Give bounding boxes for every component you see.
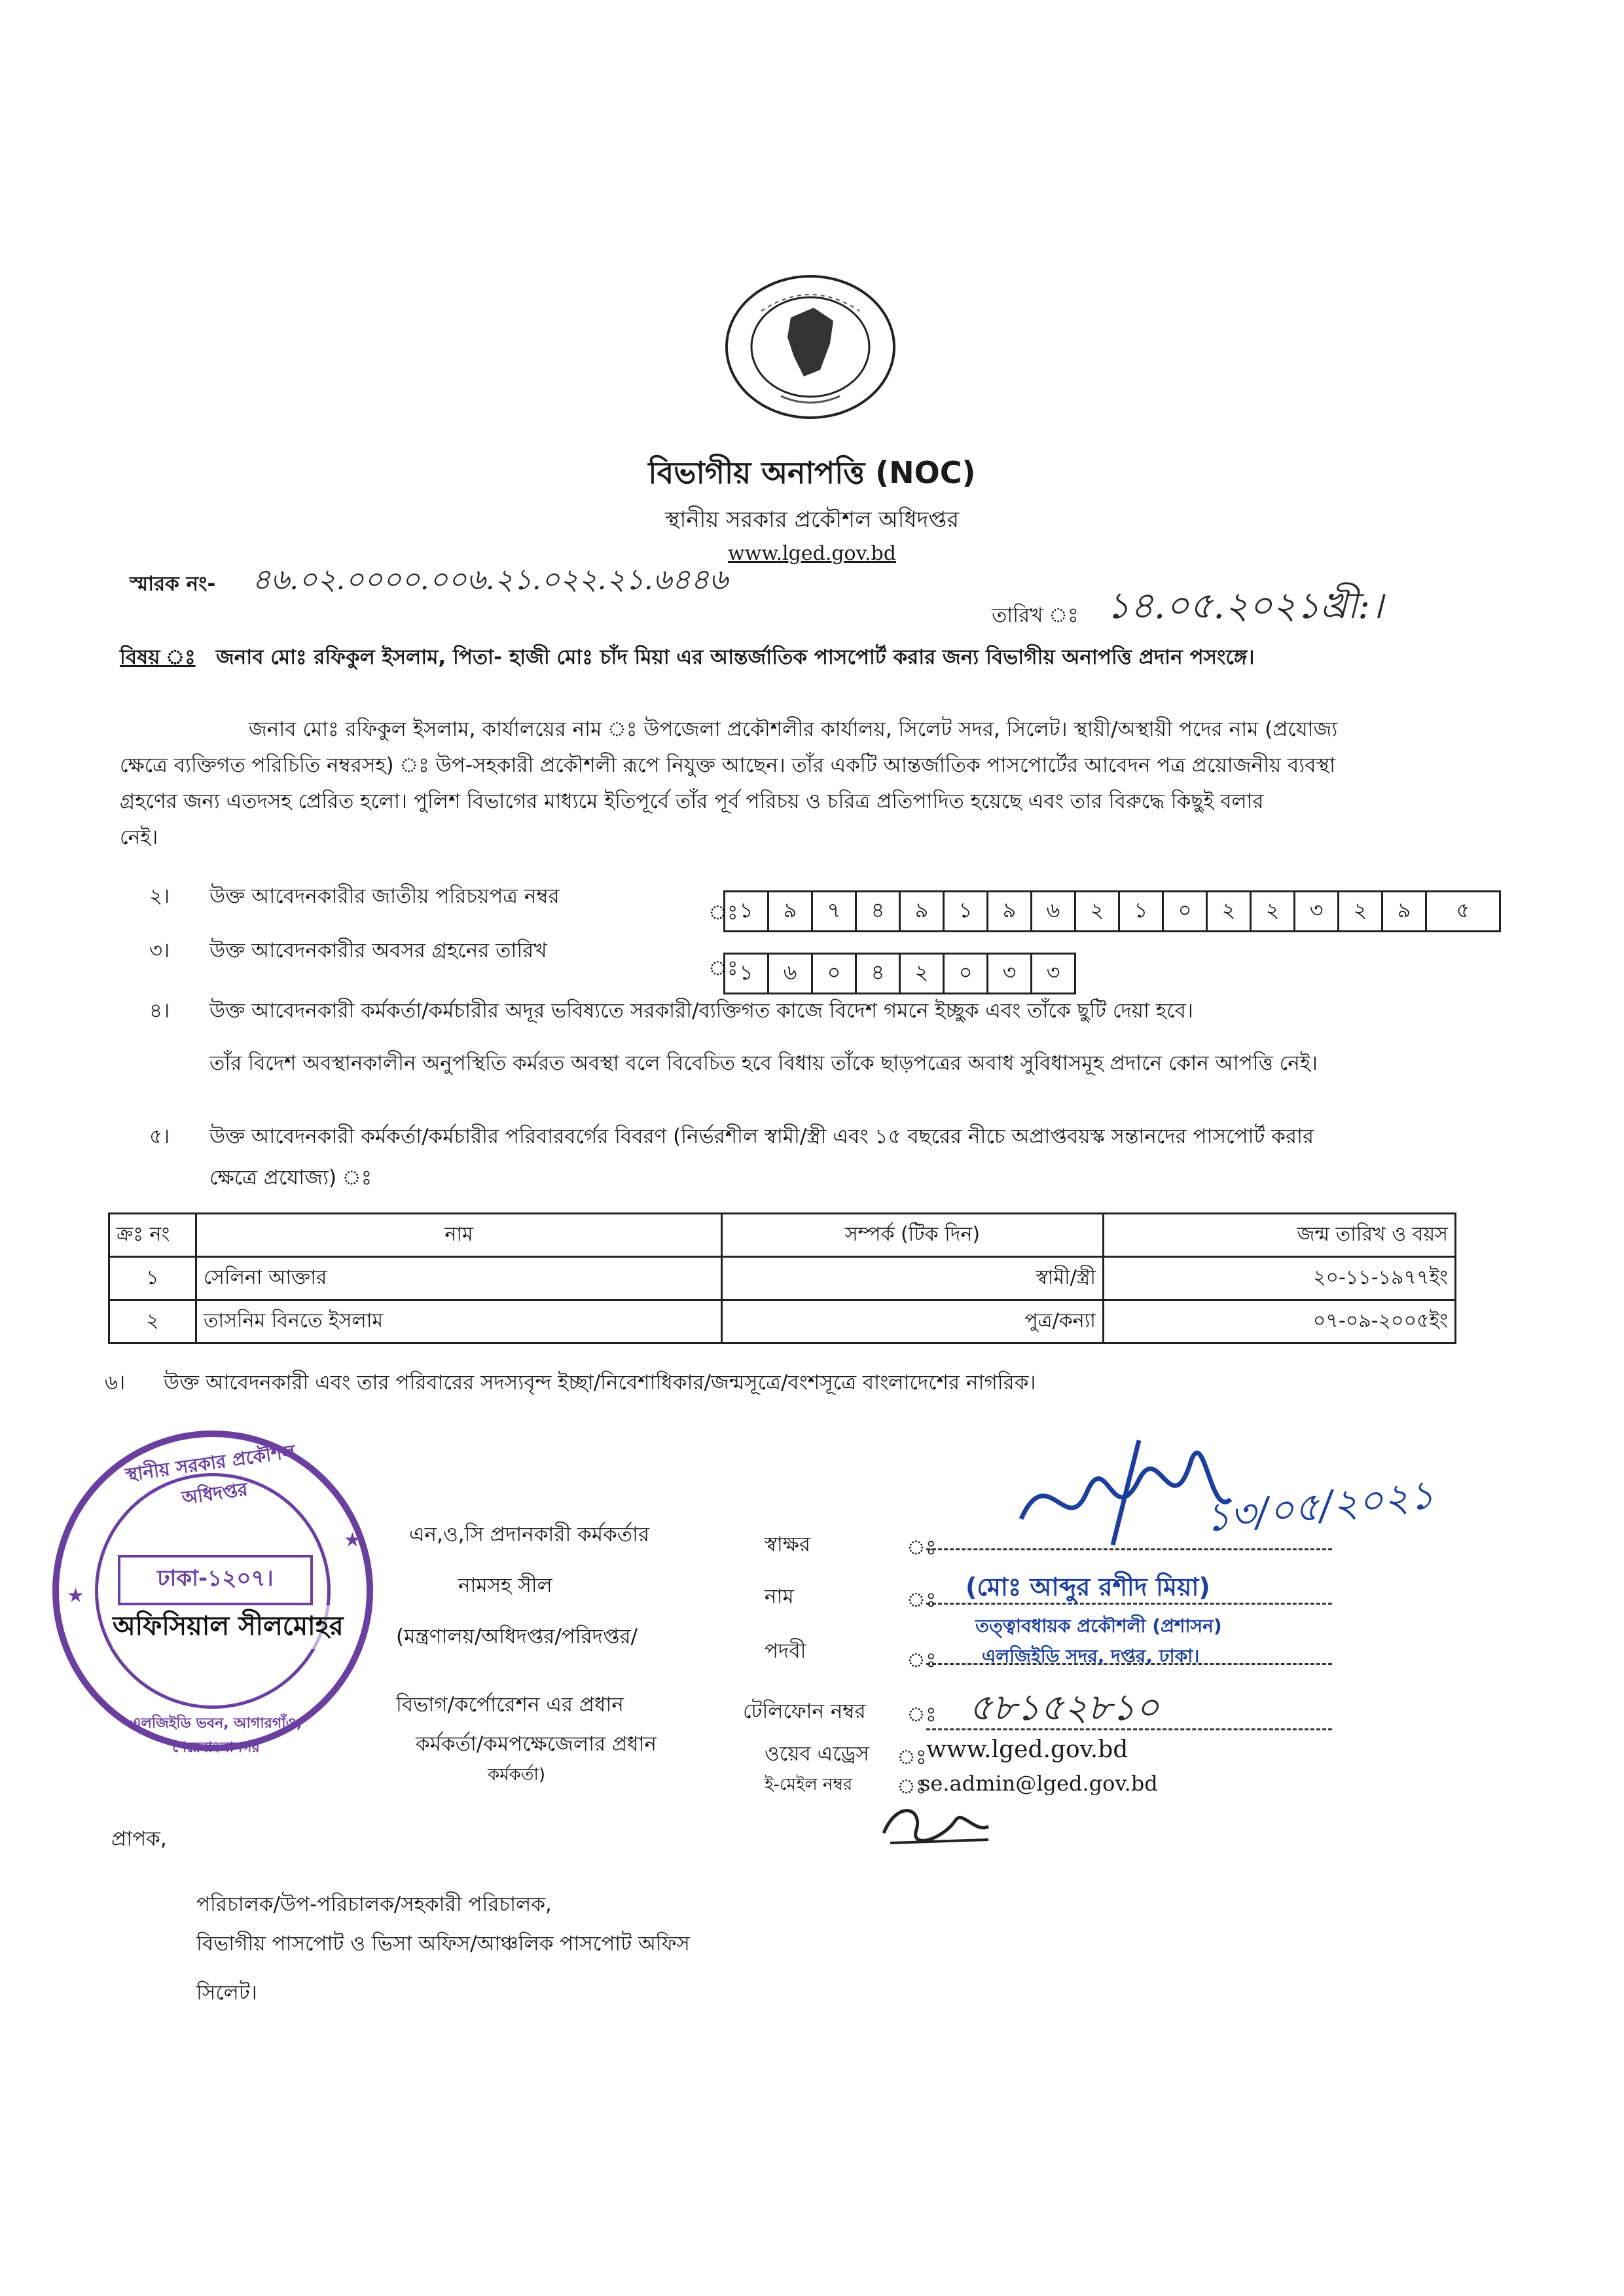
item-5-line-1: উক্ত আবেদনকারী কর্মকর্তা/কর্মচারীর পরিবারবর্গের বিবরণ (নির্ভরশীল স্বামী/স্ত্রী এবং ১৫ বছরের নীচে অপ্রাপ্তবয়স্ক সন্তানদের পাসপোর্ট করার <box>209 1125 1314 1148</box>
nid-digit: ৭ <box>811 890 857 932</box>
email-colon: ঃ <box>897 1775 927 1798</box>
phone-number: ৫৮১৫২৮১০ <box>969 1686 1159 1729</box>
table-row <box>109 1257 1456 1300</box>
designation-colon: ঃ <box>907 1649 937 1672</box>
department-name: স্থানীয় সরকার প্রকৌশল অধিদপ্তর <box>664 507 960 533</box>
designation-label: পদবী <box>765 1639 806 1663</box>
initial-signature <box>877 1794 995 1853</box>
nid-number-boxes <box>725 890 1501 932</box>
document-title: বিভাগীয় অনাপত্তি (NOC) <box>648 455 976 490</box>
website-link[interactable]: www.lged.gov.bd <box>728 542 896 565</box>
issuer-line-6: কর্মকর্তা) <box>488 1765 546 1785</box>
nid-digit: ১ <box>943 890 988 932</box>
memo-date: ১৪.০৫.২০২১খ্রী:। <box>1106 585 1384 627</box>
official-seal <box>52 1430 373 1756</box>
retire-digit: ৪ <box>855 953 901 994</box>
recipient-label: প্রাপক, <box>111 1827 167 1851</box>
retire-digit: ১ <box>723 953 769 994</box>
body-line-3: গ্রহণের জন্য এতদসহ প্রেরিত হলো। পুলিশ বিভাগের মাধ্যমে ইতিপূর্বে তাঁর পূর্ব পরিচয় ও চরিত্র প্রতিপাদিত হয়েছে এবং তার বিরুদ্ধে কিছুই বলার <box>120 790 1264 813</box>
item-3-label: উক্ত আবেদনকারীর অবসর গ্রহনের তারিখ <box>209 939 547 962</box>
recipient-line-2: বিভাগীয় পাসপোট ও ভিসা অফিস/আঞ্চলিক পাসপোট অফিস <box>196 1932 690 1956</box>
name-colon: ঃ <box>907 1588 937 1612</box>
nid-digit: ১ <box>1118 890 1164 932</box>
cell-relation: পুত্র/কন্যা <box>722 1300 1104 1343</box>
signature-date: ১৩/০৫/২০২১ <box>1202 1471 1437 1542</box>
item-5-number: ৫। <box>149 1125 170 1148</box>
retire-digit: ৩ <box>1030 953 1076 994</box>
issuer-line-2: নামসহ সীল <box>458 1574 552 1597</box>
table-header-row <box>109 1214 1456 1257</box>
sign-colon: ঃ <box>907 1536 937 1559</box>
nid-digit: ৬ <box>1030 890 1076 932</box>
item-2-colon: ঃ <box>708 901 738 924</box>
officer-designation-1: তত্ত্বাবধায়ক প্রকৌশলী (প্রশাসন) <box>975 1615 1222 1637</box>
table-row <box>109 1300 1456 1343</box>
nid-digit: ৪ <box>855 890 901 932</box>
nid-digit: ০ <box>1162 890 1208 932</box>
cell-relation: স্বামী/স্ত্রী <box>722 1257 1104 1300</box>
email-label: ই-মেইল নম্বর <box>765 1775 853 1795</box>
officer-designation-2: এলজিইডি সদর, দপ্তর, ঢাকা। <box>982 1645 1200 1667</box>
nid-digit: ১ <box>723 890 769 932</box>
star-icon: ★ <box>344 1529 361 1552</box>
memo-number: ৪৬.০২.০০০০.০০৬.২১.০২২.২১.৬৪৪৬ <box>252 563 729 596</box>
issuer-line-4: বিভাগ/কর্পোরেশন এর প্রধান <box>396 1693 624 1717</box>
retire-digit: ৩ <box>986 953 1032 994</box>
col-dob: জন্ম তারিখ ও বয়স <box>1104 1214 1456 1257</box>
item-4-number: ৪। <box>149 999 170 1023</box>
email-address[interactable]: se.admin@lged.gov.bd <box>920 1771 1158 1796</box>
web-colon: ঃ <box>897 1745 927 1769</box>
issuer-line-3: (মন্ত্রণালয়/অধিদপ্তর/পরিদপ্তর/ <box>396 1625 638 1649</box>
star-icon: ★ <box>67 1584 84 1607</box>
item-2-label: উক্ত আবেদনকারীর জাতীয় পরিচয়পত্র নম্বর <box>209 884 560 908</box>
item-2-number: ২। <box>149 884 170 908</box>
body-line-1: জনাব মোঃ রফিকুল ইসলাম, কার্যালয়ের নাম ঃ উপজেলা প্রকৌশলীর কার্যালয়, সিলেট সদর, সিলেট। স্থায়ী/অস্থায়ী পদের নাম (প্রযোজ্য <box>249 718 1338 741</box>
nid-digit: ২ <box>1250 890 1295 932</box>
nid-digit: ৯ <box>899 890 945 932</box>
recipient-line-3: সিলেট। <box>196 1981 257 2005</box>
nid-digit: ২ <box>1337 890 1383 932</box>
cell-serial: ১ <box>109 1257 196 1300</box>
official-seal-label: অফিসিয়াল সীলমোহর <box>113 1605 344 1649</box>
web-label: ওয়েব এড্রেস <box>765 1742 869 1766</box>
cell-name: সেলিনা আক্তার <box>196 1257 722 1300</box>
web-address[interactable]: www.lged.gov.bd <box>926 1736 1128 1763</box>
seal-ring-text: স্থানীয় সরকার প্রকৌশল অধিদপ্তর <box>124 1440 297 1509</box>
item-6-text: উক্ত আবেদনকারী এবং তার পরিবারের সদস্যবৃন্দ ইচ্ছা/নিবেশাধিকার/জন্মসূত্রে/বংশসূত্রে বাংলাদেশের নাগরিক। <box>164 1371 1036 1394</box>
cell-dob: ২০-১১-১৯৭৭ইং <box>1104 1257 1456 1300</box>
nid-digit: ৯ <box>986 890 1032 932</box>
nid-digit: ২ <box>1206 890 1252 932</box>
retirement-date-boxes <box>725 953 1076 994</box>
retire-digit: ০ <box>811 953 857 994</box>
nid-digit: ২ <box>1074 890 1120 932</box>
phone-colon: ঃ <box>907 1703 937 1726</box>
col-name: নাম <box>196 1214 722 1257</box>
cell-dob: ০৭-০৯-২০০৫ইং <box>1104 1300 1456 1343</box>
seal-center-text: ঢাকা-১২০৭। <box>118 1555 313 1605</box>
retire-digit: ০ <box>943 953 988 994</box>
item-3-colon: ঃ <box>708 957 738 980</box>
nid-digit: ৯ <box>1381 890 1427 932</box>
issuer-line-5: কর্মকর্তা/কমপক্ষেজেলার প্রধান <box>416 1732 657 1756</box>
retire-digit: ৬ <box>767 953 813 994</box>
nid-digit: ৩ <box>1293 890 1339 932</box>
nid-digit: ৫ <box>1425 890 1501 932</box>
item-6-number: ৬। <box>105 1371 126 1394</box>
seal-bottom-text: এলজিইডি ভবন, আগারগাঁও, শেরেবাংলানগর <box>130 1715 302 1756</box>
subject-label: বিষয় ঃ <box>120 646 196 669</box>
cell-name: তাসনিম বিনতে ইসলাম <box>196 1300 722 1343</box>
item-4-line-1: উক্ত আবেদনকারী কর্মকর্তা/কর্মচারীর অদূর ভবিষ্যতে সরকারী/ব্যক্তিগত কাজে বিদেশ গমনে ইচ্ছুক এবং তাঁকে ছুটি দেয়া হবে। <box>209 999 1193 1023</box>
officer-name: (মোঃ আব্দুর রশীদ মিয়া) <box>965 1573 1210 1601</box>
recipient-line-1: পরিচালক/উপ-পরিচালক/সহকারী পরিচালক, <box>196 1893 552 1916</box>
body-line-2: ক্ষেত্রে ব্যক্তিগত পরিচিতি নম্বরসহ) ঃ উপ-সহকারী প্রকৌশলী রূপে নিযুক্ত আছেন। তাঁর একটি আন্তর্জাতিক পাসপোর্টের আবেদন পত্র প্রয়োজনীয় ব্যবস্থা <box>120 754 1335 777</box>
date-label: তারিখ ঃ <box>992 604 1079 627</box>
subject-text: জনাব মোঃ রফিকুল ইসলাম, পিতা- হাজী মোঃ চাঁদ মিয়া এর আন্তর্জাতিক পাসপোর্ট করার জন্য বিভাগীয় অনাপত্তি প্রদান পসংঙ্গে। <box>216 646 1255 669</box>
col-relation: সম্পর্ক (টিক দিন) <box>722 1214 1104 1257</box>
phone-label: টেলিফোন নম্বর <box>743 1700 866 1723</box>
sign-label: স্বাক্ষর <box>765 1533 811 1556</box>
item-4-line-2: তাঁর বিদেশ অবস্থানকালীন অনুপস্থিতি কর্মরত অবস্থা বলে বিবেচিত হবে বিধায় তাঁকে ছাড়পত্রের অবাধ সুবিধাসমূহ প্রদানে কোন আপত্তি নেই। <box>209 1051 1318 1075</box>
memo-label: স্মারক নং- <box>130 572 216 596</box>
body-line-4: নেই। <box>120 826 158 849</box>
item-3-number: ৩। <box>149 939 170 962</box>
cell-serial: ২ <box>109 1300 196 1343</box>
family-members-table <box>108 1212 1456 1344</box>
nid-digit: ৯ <box>767 890 813 932</box>
issuer-line-1: এন,ও,সি প্রদানকারী কর্মকর্তার <box>409 1523 650 1546</box>
retire-digit: ২ <box>899 953 945 994</box>
name-label: নাম <box>765 1585 794 1609</box>
government-emblem <box>722 272 899 422</box>
item-5-line-2: ক্ষেত্রে প্রযোজ্য) ঃ <box>209 1166 372 1190</box>
col-serial: ক্রঃ নং <box>109 1214 196 1257</box>
